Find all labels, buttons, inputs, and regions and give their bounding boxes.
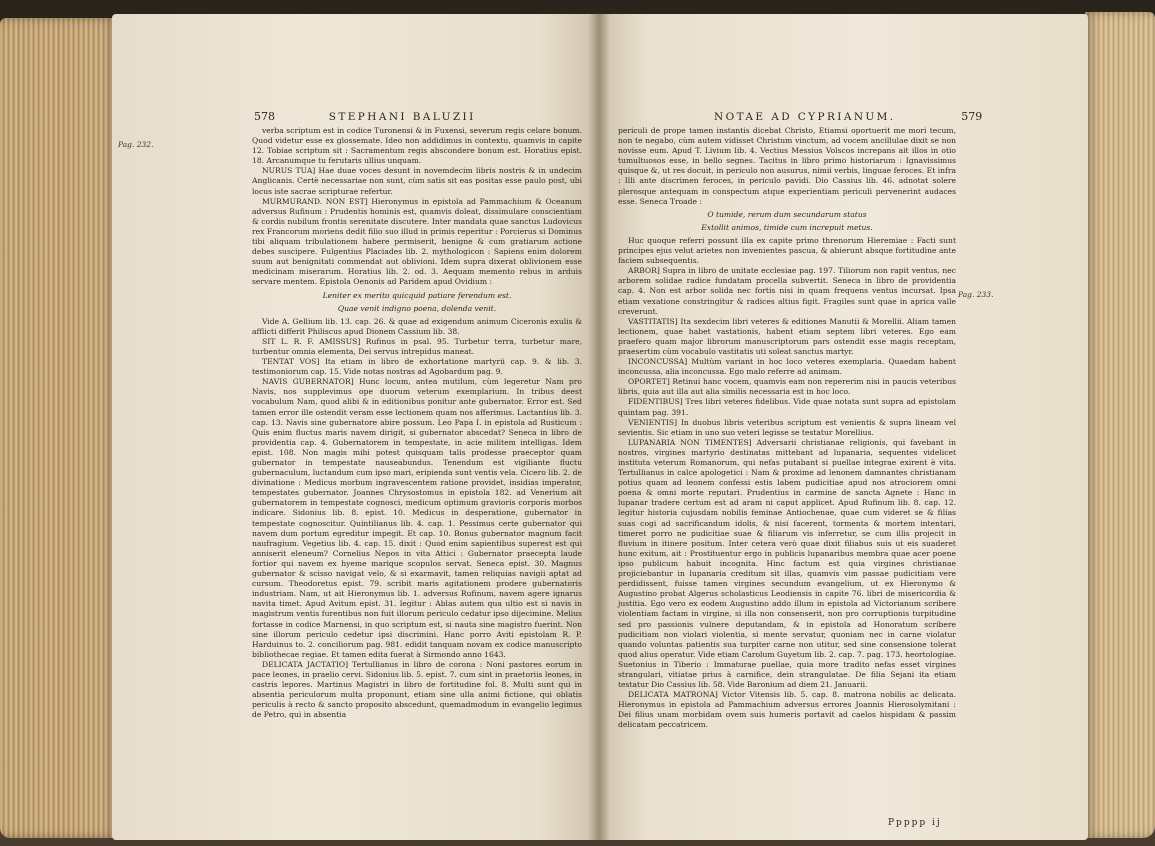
book-gutter <box>588 14 610 840</box>
paragraph: ARBOR] Supra in libro de unitate ecclesiae pag. 197. Tiliorum non rapit ventus, nec arborem solidae radice fundatam procella subvertit. Seneca in libro de providentia cap. 4. Non est arbor solida nec fortis nisi in quam frequens ventus incursat. Ipsa etiam vexatione constringitur & radices altius figit. Fragiles sunt quae in aprica valle creverunt. <box>618 266 956 316</box>
paragraph: periculi de prope tamen instantis dicebat Christo, Etiamsi oportuerit me mori tecum, non te negabo, cùm autem vidisset Christum vinctum, ad vocem ancillulae dixit se non novisse eum. Apud T. Livium lib. 4. Vectius Messius Volscos increpans ait illos in otio tumultuosos esse, in bello segnes. Tacitus in libro primo historiarum : Ignavissimus quisque &, ut res docuit, in periculo non ausurus, nimii verbis, linguae feroces. Et infra : Illi ante discrimen feroces, in periculo pavidi. Dio Cassius lib. 46. adnotat solere plerosque antequam in conspectum atque experientiam periculi pervenerint audaces esse. Seneca Troade : <box>618 126 956 206</box>
right-margin-note: Pag. 233. <box>958 290 994 299</box>
left-page-number: 578 <box>254 110 275 123</box>
left-page-edges <box>0 18 118 838</box>
paragraph: VENIENTIS] In duobus libris veteribus scriptum est venientis & supra lineam vel sevientis. Sic etiam in uno suo veteri legisse se testatur Morellius. <box>618 417 956 437</box>
paragraph: verba scriptum est in codice Turonensi & in Fuxensi, severum regis celare bonum. Quod videtur esse ex glossemate. Ideo non addidimus in contextu, quamvis in capite 12. Tobiae scriptum sit : Sacramentum regis abscondere bonum est. Horatius epist. 18. Arcanumque tu ferutaris ullius unquam. <box>252 126 582 166</box>
left-page <box>112 14 598 840</box>
paragraph: Huc quoque referri possunt illa ex capite primo threnorum Hieremiae : Facti sunt principes ejus velut arietes non invenientes pascua, & abierunt absque fortitudine ante faciem subsequentis. <box>618 235 956 266</box>
right-page-edges <box>1085 12 1155 838</box>
right-page <box>598 14 1088 840</box>
left-running-head <box>254 110 476 123</box>
paragraph: NAVIS GUBERNATOR] Hunc locum, antea mutilum, cùm legeretur Nam pro Navis, nos supplevimus ope duorum veterum exemplarium. In tribus deest vocabulum Nam, quod alibi & in editionibus ponitur ante gubernator. Error est. Sed tamen error ille ostendit veram esse lectionem quam nos afferimus. Lactantius lib. 3. cap. 13. Navis sine gubernatore abire possum. Leo Papa I. in epistola ad Rusticum : Quis enim fluctus maris navem dirigit, si gubernator abscedat? Seneca in libro de providentia cap. 4. Gubernatorem in tempestate, in acie militem intelligas. Idem epist. 108. Non magis mihi potest quisquam talis prodesse praeceptor quam gubernator in tempestate nauseabundus. Tenendum est vigiliante fluctu gubernaculum, luctandum cum ipso mari, eripienda sunt ventis vela. Cicero lib. 2. de divinatione : Medicus morbum ingravescentem ratione providet, insidias imperator, tempestates gubernator. Joannes Chrysostomus in epistola 182. ad Venerium ait gubernatorem in tempestate cognosci, medicum optimum gravioris corporis morbos indicare. Sidonius lib. 8. epist. 10. Medicus in desperatione, gubernator in tempestate cognoscitur. Quintilianus lib. 4. cap. 1. Pessimus certe gubernator qui navem dum portum egreditur impegit. Et cap. 10. Bonus gubernator magnum facit naufragium. Vegetius lib. 4. cap. 15. dixit : Quod enim sapientibus superest est qui anniserit eleneum? Cornelius Nepos in vita Attici : Gubernator praecepta laude fortior qui navem ex hyeme marique scopulos servat. Seneca epist. 30. Magnus gubernator & scisso navigat velo, & si exarmavit, tamen reliquias navigii aptat ad cursum. Theodoretus epist. 79. scribit maris agitationem prodere gubernatoris industriam. Nam, ut ait Hieronymus lib. 1. adversus Rufinum, navem agere ignarus navita timet. Apud Avitum epist. 31. legitur : Ablas autem qua ultio est si navis in magistrum ventis furentibus non fuit illorum periculo cedatur ipso dijecimine. Melius fortasse in codice Marnensi, in quo scriptum est, si nauta sine magistro fuerint. Non sine illorum periculo cedetur ipsi discrimini. Hanc porro Aviti epistolam R. P. Harduinus to. 2. conciliorum pag. 981. edidit tanquam novam ex codice manuscripto bibliothecae regiae. Et tamen edita fuerat à Sirmondo anno 1643. <box>252 377 582 659</box>
verse-line: O tumide, rerum dum secundarum status <box>707 209 867 219</box>
paragraph: DELICATA MATRONA] Victor Vitensis lib. 5. cap. 8. matrona nobilis ac delicata. Hieronymus in epistola ad Pammachium adversus errores Joannis Hierosolymitani : Dei filius unam morbidam ovem suis humeris portavit ad caelos hispidam & passim delicatam peccatricem. <box>618 690 956 730</box>
paragraph: FIDENTIBUS] Tres libri veteres fidelibus. Vide quae notata sunt supra ad epistolam quintam pag. 391. <box>618 397 956 417</box>
right-body <box>618 126 956 731</box>
paragraph: MURMURAND. NON EST] Hieronymus in epistola ad Pammachium & Oceanum adversus Rufinum : Prudentis hominis est, quamvis doleat, dissimulare conscientiam & cordis nubilum frontis serenitate discutere. Inter mandata quae sanctus Ludovicus rex Francorum moriens dedit filio suo illud in primis reperitur : Porcierus si Dominus tibi aliquam tribulationem habere permiserit, benigne & cum gratiarum actione debes suscipere. Fulgentius Placiades lib. 2. mythologicon : Sapiens enim dolorem suum aut benignitati commendat aut oblivioni. Idem supra dixerat oblivionem esse medicinam miserarum. Horatius lib. 2. od. 3. Aequam memento rebus in arduis servare mentem. Epistola Oenonis ad Paridem apud Ovidium : <box>252 196 582 287</box>
paragraph: INCONCUSSA] Multùm variant in hoc loco veteres exemplaria. Quaedam habent inconcussa, alia inconcussa. Ego malo referre ad animam. <box>618 357 956 377</box>
verse-line: Quae venit indigno poena, dolenda venit. <box>337 303 497 313</box>
left-margin-note: Pag. 232. <box>118 140 154 149</box>
paragraph: DELICATA JACTATIO] Tertullianus in libro de corona : Noni pastores eorum in pace leones, in praelio cervi. Sidonius lib. 5. epist. 7. cum sint in praetoriis leones, in castris lepores. Martinus Magistri in libro de fortitudine fol. 8. Multi sunt qui in absentia periculorum multa proponunt, etiam sine ulla animi fictione, qui oblatis periculis à recto & sancto proposito abscedunt, quemadmodum in evangelio legimus de Petro, qui in absentia <box>252 659 582 720</box>
paragraph: TENTAT VOS] Ita etiam in libro de exhortatione martyrii cap. 9. & lib. 3. testimoniorum cap. 15. Vide notas nostras ad Agobardum pag. 9. <box>252 357 582 377</box>
paragraph: Vide A. Gellium lib. 13. cap. 26. & quae ad exigendum animum Ciceronis exulis & afflicti differit Philiscus apud Dionem Cassium lib. 38. <box>252 316 582 336</box>
paragraph: LUPANARIA NON TIMENTES] Adversarii christianae religionis, qui favebant in nostros, virgines martyrio destinatas mittebant ad lupanaria, sequentes videlicet instituta veterum Romanorum, qui nefas putabant si puellae integrae exirent è vita. Tertullianus in calce apologetici : Nam & proxime ad lenonem damnantes christianam potius quam ad leonem confessi estis labem pudicitiae apud nos atrociorem omni poena & omni morte reputari. Prudentius in carmine de sancta Agnete : Hanc in lupanar tradere certum est ad aram ni caput applicet. Apud Rufinum lib. 8. cap. 12. legitur historia cujusdam nobilis feminae Antiochenae, quae cum videret se & filias suas cogi ad sacrificandum idolis, & nisi facerent, tormenta & mortem intentari, timeret porro ne pudicitiae suae & filiarum vis inferretur, se cum illis projecit in fluvium in itinere positum. Inter cetera verò quae dixit filiabus suis ut eis suaderet hunc exitum, ait : Prostituentur ergo in publicis lupanaribus membra quae acer poene ipso publicum habuit incognita. Hinc factum est quia virgines christianae projiciebantur in lupanaria creditum sit illas, quamvis vim passae pudicitiam vere perdidissent, fuisse tamen virgines secundum evangelium, ut ex Hieronymo & Augustino probat Algerus scholasticus Leodiensis in capite 76. libri de misericordia & justitia. Ego vero ex eodem Augustino addo illum in epistola ad Victorianum scribere violentiam factam in virgine, si illa non consenserit, non pro corruptionis turpitudine sed pro passionis vulnere deputandam, & in epistola ad Honoratum scribere pudicitiam non violari violentia, si mente servatur, quoniam nec in carne violatur quando voluntas patientis sua turpiter carne non utitur, sed sine consensione tolerat quod alius operatur. Vide etiam Carolum Guyetum lib. 2. cap. 7. pag. 173. heortologiae. Suetonius in Tiberio : Immaturae puellae, quia more tradito nefas esset virgines strangulari, vitiatae prius à carnifice, dein strangulatae. De filia Sejani ita etiam testatur Dio Cassius lib. 58. Vide Baronium ad diem 21. Januarii. <box>618 437 956 690</box>
verse-line: Leniter ex merito quicquid patiare ferendum est. <box>322 290 512 300</box>
paragraph: SIT L. R. F. AMISSUS] Rufinus in psal. 95. Turbetur terra, turbetur mare, turbentur omnia elementa, Dei servus intrepidus maneat. <box>252 336 582 356</box>
paragraph: OPORTET] Retinui hanc vocem, quamvis eam non repererim nisi in paucis veteribus libris, quia aut illa aut alia similis necessaria est in hoc loco. <box>618 377 956 397</box>
left-body <box>252 126 582 720</box>
left-running-title: STEPHANI BALUZII <box>328 111 476 123</box>
paragraph: NURUS TUA] Hae duae voces desunt in novemdecim libris nostris & in undecim Anglicanis. Certè necessariae non sunt, cùm satis sit eas positas esse paulo post, ubi locus iste sacrae scripturae refertur. <box>252 166 582 196</box>
right-running-title: NOTAE AD CYPRIANUM. <box>714 111 896 123</box>
right-page-number: 579 <box>961 110 983 123</box>
printer-signature: Ppppp ij <box>888 818 942 828</box>
right-running-head <box>714 110 982 123</box>
verse-line: Extollit animos, timide cum increpuit metus. <box>701 222 873 232</box>
paragraph: VASTITATIS] Ita sexdecim libri veteres & editiones Manutii & Morellii. Aliam tamen lectionem, quae habet vastationis, habent etiam septem libri veteres. Ego eam praefero quam major librorum manuscriptorum pars ostendit esse magis receptam, praesertim cùm vocabulo vastitatis uti soleat sanctus martyr. <box>618 316 956 356</box>
